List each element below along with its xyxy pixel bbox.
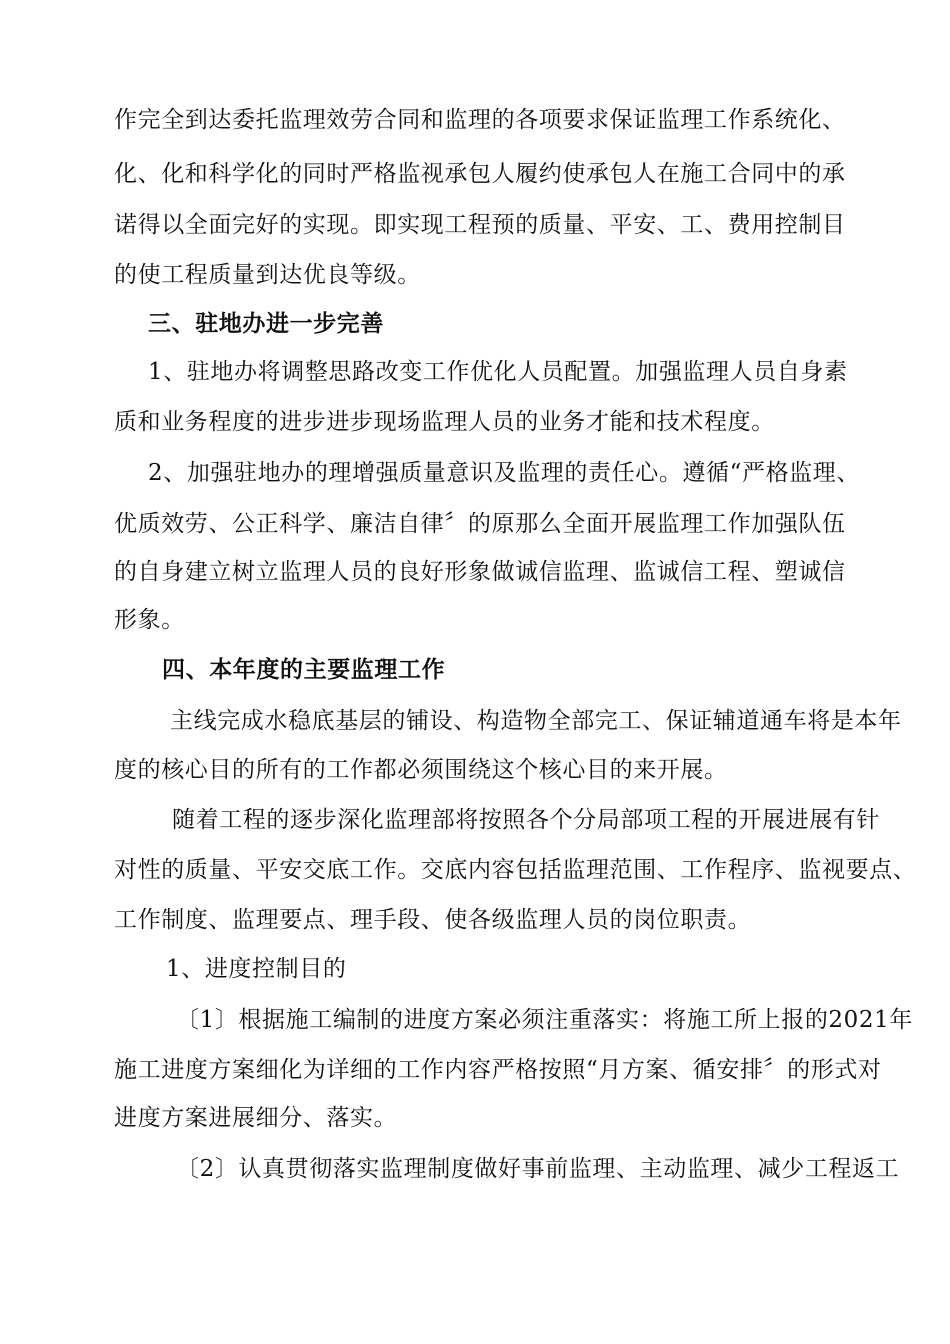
paragraph-line: 对性的质量、平安交底工作。交底内容包括监理范围、工作程序、监视要点、 xyxy=(114,857,917,883)
paragraph-line: 〔2〕认真贯彻落实监理制度做好事前监理、主动监理、减少工程返工 xyxy=(176,1156,900,1182)
paragraph-line: 随着工程的逐步深化监理部将按照各个分局部项工程的开展进展有针 xyxy=(172,807,880,833)
paragraph-line: 度的核心目的所有的工作都必须围绕这个核心目的来开展。 xyxy=(114,757,728,783)
paragraph-line: 进度方案进展细分、落实。 xyxy=(114,1105,398,1131)
paragraph-line: 2、加强驻地办的理增强质量意识及监理的责任心。遵循“严格监理、 xyxy=(148,460,860,486)
paragraph-line: 化、化和科学化的同时严格监视承包人履约使承包人在施工合同中的承 xyxy=(114,161,846,187)
paragraph-line: 〔1〕根据施工编制的进度方案必须注重落实：将施工所上报的2021年 xyxy=(176,1007,913,1033)
paragraph-line: 质和业务程度的进步进步现场监理人员的业务才能和技术程度。 xyxy=(114,409,775,435)
paragraph-line: 优质效劳、公正科学、廉洁自律〞的原那么全面开展监理工作加强队伍 xyxy=(114,511,846,537)
paragraph-line: 形象。 xyxy=(114,607,185,633)
section-heading: 三、驻地办进一步完善 xyxy=(148,311,384,337)
paragraph-line: 作完全到达委托监理效劳合同和监理的各项要求保证监理工作系统化、 xyxy=(114,107,846,133)
paragraph-line: 的使工程质量到达优良等级。 xyxy=(114,262,421,288)
section-heading: 四、本年度的主要监理工作 xyxy=(162,657,446,683)
paragraph-line: 的自身建立树立监理人员的良好形象做诚信监理、监诚信工程、塑诚信 xyxy=(114,559,846,585)
paragraph-line: 1、驻地办将调整思路改变工作优化人员配置。加强监理人员自身素 xyxy=(148,359,848,385)
subsection-heading: 1、进度控制目的 xyxy=(166,956,347,982)
paragraph-line: 工作制度、监理要点、理手段、使各级监理人员的岗位职责。 xyxy=(114,907,752,933)
paragraph-line: 诺得以全面完好的实现。即实现工程预的质量、平安、工、费用控制目 xyxy=(114,212,846,238)
paragraph-line: 施工进度方案细化为详细的工作内容严格按照“月方案、循安排〞的形式对 xyxy=(114,1057,882,1083)
paragraph-line: 主线完成水稳底基层的铺设、构造物全部完工、保证辅道通车将是本年 xyxy=(170,708,902,734)
